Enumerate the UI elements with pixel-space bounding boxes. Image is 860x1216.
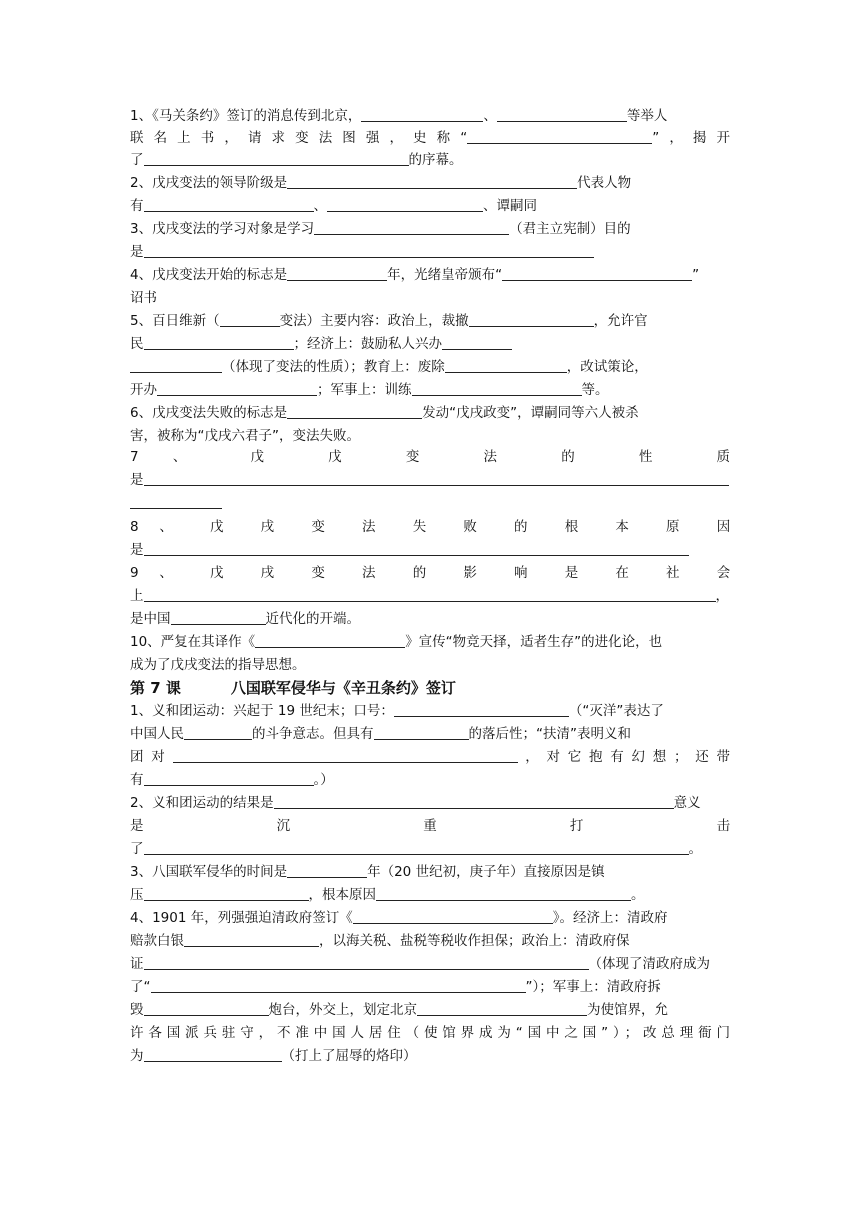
blank — [144, 771, 314, 786]
blank — [144, 151, 409, 166]
blank — [361, 107, 483, 122]
blank — [184, 725, 252, 740]
blank — [394, 702, 569, 717]
blank — [497, 107, 627, 122]
s4-line1: 4、1901 年，列强强迫清政府签订《 》。经济上：清政府 — [130, 910, 668, 926]
blank — [130, 494, 222, 509]
blank — [144, 471, 729, 486]
q9-line2: 上 ， — [130, 588, 729, 604]
blank — [314, 220, 509, 235]
s4-line7: 为 （打上了屈辱的烙印） — [130, 1048, 417, 1064]
blank — [287, 174, 577, 189]
q7-line1: 7 、 戊 戊 变 法 的 性 质 — [130, 449, 730, 465]
q4-line1: 4、戊戌变法开始的标志是 年，光绪皇帝颁布“ ” — [130, 267, 700, 283]
s4-line4: 了“ ”）；军事上：清政府拆 — [130, 979, 661, 995]
blank — [173, 748, 518, 763]
blank — [144, 243, 594, 258]
blank — [467, 129, 652, 144]
q1-line1: 1、《马关条约》签订的消息传到北京， 、 等举人 — [130, 108, 668, 124]
s4-line5: 毁 炮台，外交上，划定北京 为使馆界，允 — [130, 1002, 668, 1018]
q6-line1: 6、戊戌变法失败的标志是 发动“戊戌政变”，谭嗣同等六人被杀 — [130, 405, 639, 421]
blank — [144, 587, 716, 602]
q7-line2: 是 — [130, 469, 730, 491]
q5-line2: 民 ；经济上：鼓励私人兴办 — [130, 333, 730, 355]
blank — [171, 610, 266, 625]
blank — [255, 633, 405, 648]
blank — [287, 863, 367, 878]
s2-line1: 2、义和团运动的结果是 意义 — [130, 795, 701, 811]
blank — [130, 358, 222, 373]
s1-line1: 1、义和团运动：兴起于 19 世纪末；口号： （“灭洋”表达了 — [130, 703, 664, 719]
blank — [327, 197, 483, 212]
q8-line1: 8 、 戊 戌 变 法 失 败 的 根 本 原 因 — [130, 519, 730, 535]
s3-line2: 压 ，根本原因 。 — [130, 887, 645, 903]
s2-line3: 了 。 — [130, 841, 702, 857]
s4-line3: 证 （体现了清政府成为 — [130, 956, 710, 972]
blank — [442, 335, 512, 350]
s4-line6: 许各国派兵驻守，不准中国人居住（使馆界成为“国中之国”）；改总理衙门 — [130, 1025, 730, 1041]
s1-line2: 中国人民 的斗争意志。但具有 的落后性；“扶清”表明义和 — [130, 726, 631, 742]
q9-line3: 是中国 近代化的开端。 — [130, 611, 360, 627]
q9-line1: 9 、 戊 戌 变 法 的 影 响 是 在 社 会 — [130, 565, 730, 581]
s1-line4: 有 。） — [130, 772, 334, 788]
q4-line2: 诏书 — [130, 290, 157, 306]
s1-line3: 团对 ，对它抱有幻想；还带 — [130, 749, 730, 765]
blank — [151, 978, 526, 993]
blank — [445, 358, 567, 373]
blank — [417, 1001, 587, 1016]
lesson-title: 八国联军侵华与《辛丑条约》签订 — [230, 679, 456, 697]
blank — [469, 312, 594, 327]
q2-line2: 有 、 、谭嗣同 — [130, 198, 537, 214]
blank — [144, 335, 294, 350]
lesson-number: 第 7 课 — [130, 679, 181, 697]
blank — [144, 955, 589, 970]
blank — [502, 266, 692, 281]
q3-line2: 是 — [130, 241, 730, 263]
q5-line3: （体现了变法的性质）；教育上：废除 ，改试策论， — [130, 356, 730, 378]
blank — [374, 725, 469, 740]
q5-line1: 5、百日维新（ 变法）主要内容：政治上，裁撤 ，允许官 — [130, 313, 648, 329]
blank — [274, 794, 674, 809]
q2-line1: 2、戊戌变法的领导阶级是 代表人物 — [130, 175, 632, 191]
blank — [144, 541, 689, 556]
blank — [376, 886, 631, 901]
q1-line2: 联名上书，请求变法图强，史称“ ”，揭开 — [130, 130, 730, 146]
q7-line3 — [130, 492, 730, 514]
q3-line1: 3、戊戌变法的学习对象是学习 （君主立宪制）目的 — [130, 221, 631, 237]
s2-line2: 是 沉 重 打 击 — [130, 818, 730, 834]
blank — [412, 381, 582, 396]
blank — [144, 197, 314, 212]
s3-line1: 3、八国联军侵华的时间是 年（20 世纪初，庚子年）直接原因是镇 — [130, 864, 605, 880]
q1-line3: 了 的序幕。 — [130, 152, 463, 168]
blank — [287, 404, 422, 419]
blank — [144, 1001, 269, 1016]
blank — [157, 381, 317, 396]
lesson-heading — [130, 677, 730, 699]
q10-line2: 成为了戊戌变法的指导思想。 — [130, 657, 306, 673]
blank — [220, 312, 280, 327]
q6-line2: 害，被称为“戊戌六君子”，变法失败。 — [130, 428, 360, 444]
q10-line1: 10、严复在其译作《 》宣传“物竞天择，适者生存”的进化论，也 — [130, 634, 663, 650]
blank — [353, 909, 553, 924]
blank — [287, 266, 387, 281]
blank — [144, 840, 689, 855]
blank — [184, 932, 319, 947]
s4-line2: 赔款白银 ，以海关税、盐税等税收作担保；政治上：清政府保 — [130, 933, 630, 949]
blank — [144, 886, 309, 901]
q5-line4: 开办 ；军事上：训练 等。 — [130, 382, 609, 398]
q8-line2: 是 — [130, 539, 730, 561]
blank — [144, 1047, 282, 1062]
